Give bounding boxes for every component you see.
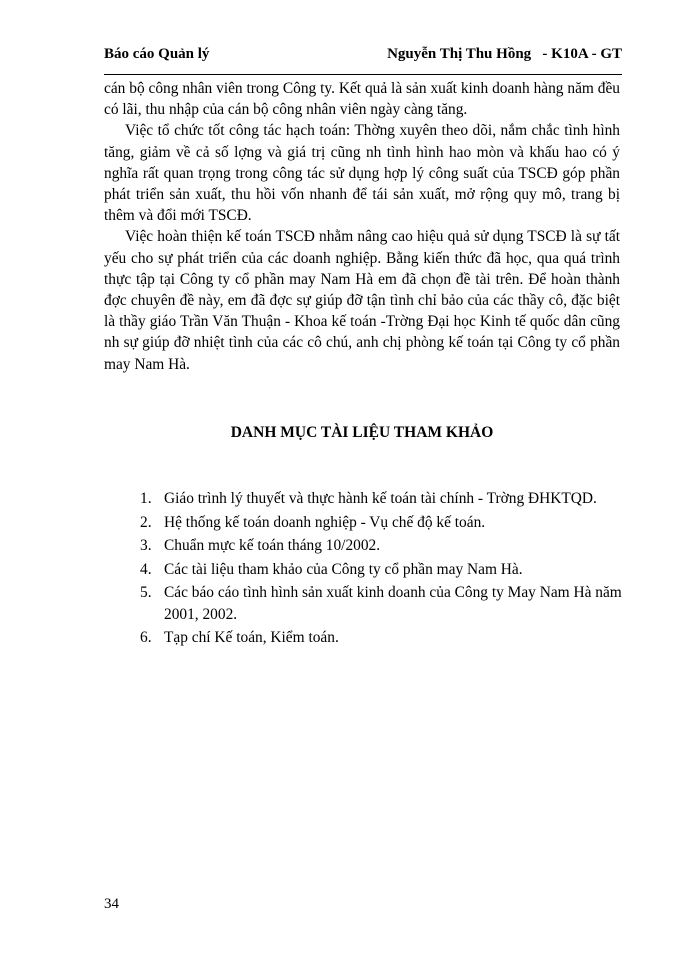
reference-text: Các tài liệu tham khảo của Công ty cổ phần may Nam Hà. [164,560,523,578]
reference-number: 2. [140,513,152,531]
references-list [140,488,636,651]
reference-text: Chuẩn mực kế toán tháng 10/2002. [164,537,381,554]
reference-number: 6. [140,629,152,646]
paragraph-1: cán bộ công nhân viên trong Công ty. Kết quả là sản xuất kinh doanh hàng năm đều có lãi, thu nhập của cán bộ công nhân viên ngày càng tăng. [104,80,620,119]
page-header [104,44,622,75]
paragraph-2: Việc tổ chức tốt công tác hạch toán: Thờng xuyên theo dõi, nắm chắc tình hình tăng, giảm về cả số lợng và giá trị cũng nh tình hình hao mòn và khấu hao có ý nghĩa rất quan trọng trong công tác sử dụng hợp lý công suất của TSCĐ góp phần phát triển sản xuất, thu hồi vốn nhanh để tái sản xuất, mở rộng quy mô, trang bị thêm và đổi mới TSCĐ. [104,122,620,225]
reference-number: 5. [140,584,152,601]
header-author: Nguyễn Thị Thu Hồng - K10A - GT [387,46,622,62]
reference-item [140,627,636,649]
reference-item [140,535,636,557]
page-number: 34 [104,896,119,912]
reference-text: Các báo cáo tình hình sản xuất kinh doanh của Công ty May Nam Hà năm 2001, 2002. [164,584,622,623]
reference-text: Hệ thống kế toán doanh nghiệp - Vụ chế độ kế toán. [164,513,486,531]
reference-number: 4. [140,560,152,578]
references-heading: DANH MỤC TÀI LIỆU THAM KHẢO [230,424,494,441]
reference-item [140,488,636,510]
reference-item [140,512,636,534]
reference-item [140,582,636,625]
reference-text: Giáo trình lý thuyết và thực hành kế toán tài chính - Trờng ĐHKTQD. [164,490,597,507]
reference-number: 3. [140,537,152,554]
body-text [104,78,620,375]
header-report-title: Báo cáo Quản lý [104,46,210,62]
paragraph-3: Việc hoàn thiện kế toán TSCĐ nhằm nâng cao hiệu quả sử dụng TSCĐ là sự tất yếu cho sự phát triển của các doanh nghiệp. Bằng kiến thức đã học, qua quá trình thực tập tại Công ty cổ phần may Nam Hà em đã chọn đề tài trên. Để hoàn thành đợc chuyên đề này, em đã đợc sự giúp đỡ tận tình chỉ bảo của các thầy cô, đặc biệt là thầy giáo Trần Văn Thuận - Khoa kế toán -Trờng Đại học Kinh tế quốc dân cũng nh sự giúp đỡ nhiệt tình của các cô chú, anh chị phòng kế toán tại Công ty cổ phần may Nam Hà. [104,228,620,373]
reference-text: Tạp chí Kế toán, Kiểm toán. [164,629,339,646]
reference-number: 1. [140,490,152,507]
reference-item [140,559,636,581]
